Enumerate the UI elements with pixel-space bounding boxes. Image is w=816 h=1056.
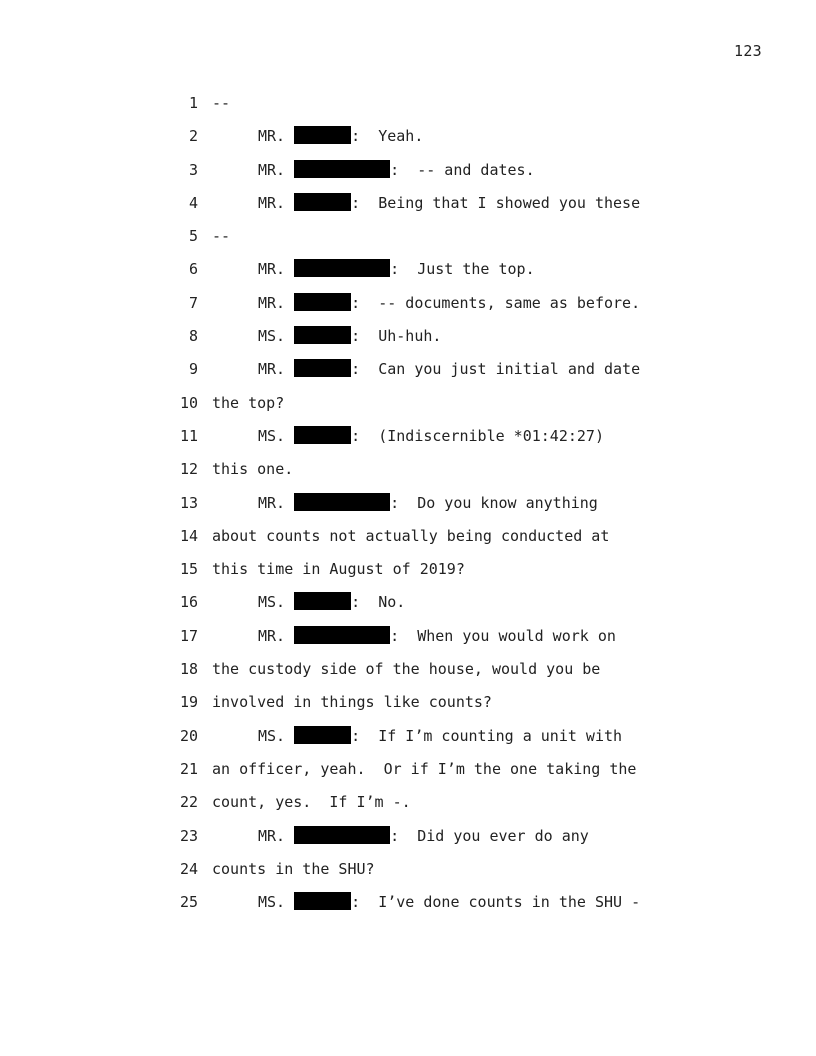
line-number: 14 — [179, 526, 198, 545]
transcript-line — [0, 187, 816, 220]
speech-text: : Just the top. — [390, 260, 535, 279]
line-text: the top? — [212, 393, 285, 412]
line-number: 15 — [179, 560, 198, 579]
speech-text: : Being that I showed you these — [351, 193, 641, 212]
redaction-box — [294, 126, 351, 144]
redaction-box — [294, 359, 351, 377]
line-number: 24 — [179, 859, 198, 878]
transcript-line — [0, 886, 816, 919]
speech-text: : -- and dates. — [390, 160, 535, 179]
line-number: 10 — [179, 393, 198, 412]
line-number: 2 — [188, 127, 198, 146]
speaker-line — [258, 154, 535, 187]
line-text: this one. — [212, 460, 294, 479]
speaker-line — [258, 353, 640, 386]
line-text: counts in the SHU? — [212, 859, 375, 878]
speaker-line — [258, 720, 622, 753]
speaker-title: MR. — [258, 127, 286, 146]
speaker-title: MR. — [258, 193, 286, 212]
speech-text: : Can you just initial and date — [351, 360, 641, 379]
speech-text: : No. — [351, 593, 406, 612]
redaction-box — [294, 293, 351, 311]
speaker-title: MS. — [258, 327, 286, 346]
speech-text: : When you would work on — [390, 626, 616, 645]
speaker-line — [258, 120, 423, 153]
line-number: 8 — [188, 327, 198, 346]
speech-text: : Did you ever do any — [390, 826, 589, 845]
transcript-line — [0, 520, 816, 553]
speaker-line — [258, 420, 604, 453]
page-number: 123 — [734, 42, 762, 60]
speaker-title: MR. — [258, 360, 286, 379]
speaker-title: MS. — [258, 893, 286, 912]
transcript-line — [0, 287, 816, 320]
transcript-line — [0, 420, 816, 453]
speech-text: : (Indiscernible *01:42:27) — [351, 426, 604, 445]
speech-text: : -- documents, same as before. — [351, 293, 641, 312]
transcript-line — [0, 320, 816, 353]
speaker-title: MS. — [258, 726, 286, 745]
line-number: 4 — [188, 193, 198, 212]
line-text: involved in things like counts? — [212, 693, 492, 712]
speech-text: : If I’m counting a unit with — [351, 726, 623, 745]
speaker-line — [258, 586, 405, 619]
speech-text: : I’ve done counts in the SHU - — [351, 893, 641, 912]
speaker-title: MS. — [258, 593, 286, 612]
transcript-line — [0, 653, 816, 686]
speech-text: : Yeah. — [351, 127, 424, 146]
speaker-line — [258, 820, 589, 853]
transcript-body — [0, 87, 816, 919]
speaker-line — [258, 487, 598, 520]
speaker-title: MR. — [258, 293, 286, 312]
line-number: 9 — [188, 360, 198, 379]
transcript-line — [0, 620, 816, 653]
line-number: 5 — [188, 227, 198, 246]
transcript-line — [0, 253, 816, 286]
transcript-line — [0, 720, 816, 753]
line-number: 20 — [179, 726, 198, 745]
speaker-title: MR. — [258, 493, 286, 512]
line-number: 23 — [179, 826, 198, 845]
line-text: an officer, yeah. Or if I’m the one taking the — [212, 759, 637, 778]
speaker-line — [258, 253, 535, 286]
transcript-line — [0, 753, 816, 786]
redaction-box — [294, 493, 390, 511]
redaction-box — [294, 193, 351, 211]
speaker-line — [258, 620, 616, 653]
speaker-title: MR. — [258, 626, 286, 645]
transcript-line — [0, 786, 816, 819]
speaker-line — [258, 287, 640, 320]
redaction-box — [294, 892, 351, 910]
line-number: 21 — [179, 759, 198, 778]
line-text: about counts not actually being conducted at — [212, 526, 610, 545]
speaker-title: MR. — [258, 260, 286, 279]
line-number: 22 — [179, 793, 198, 812]
speaker-title: MR. — [258, 826, 286, 845]
redaction-box — [294, 626, 390, 644]
line-number: 25 — [179, 893, 198, 912]
line-number: 18 — [179, 660, 198, 679]
line-number: 1 — [188, 94, 198, 112]
transcript-line — [0, 453, 816, 486]
redaction-box — [294, 259, 390, 277]
redaction-box — [294, 826, 390, 844]
transcript-line — [0, 553, 816, 586]
line-number: 3 — [188, 160, 198, 179]
redaction-box — [294, 160, 390, 178]
transcript-line — [0, 487, 816, 520]
transcript-line — [0, 586, 816, 619]
line-text: count, yes. If I’m -. — [212, 793, 411, 812]
line-number: 11 — [179, 426, 198, 445]
transcript-line — [0, 120, 816, 153]
speaker-title: MR. — [258, 160, 286, 179]
speaker-title: MS. — [258, 426, 286, 445]
redaction-box — [294, 426, 351, 444]
line-number: 19 — [179, 693, 198, 712]
transcript-line — [0, 353, 816, 386]
line-text: -- — [212, 227, 231, 246]
redaction-box — [294, 326, 351, 344]
redaction-box — [294, 726, 351, 744]
transcript-line — [0, 87, 816, 120]
line-number: 13 — [179, 493, 198, 512]
transcript-line — [0, 853, 816, 886]
line-text: this time in August of 2019? — [212, 560, 465, 579]
line-number: 7 — [188, 293, 198, 312]
line-number: 16 — [179, 593, 198, 612]
line-text: -- — [212, 94, 231, 112]
line-number: 17 — [179, 626, 198, 645]
speech-text: : Uh-huh. — [351, 327, 442, 346]
speech-text: : Do you know anything — [390, 493, 598, 512]
line-number: 6 — [188, 260, 198, 279]
transcript-line — [0, 686, 816, 719]
speaker-line — [258, 187, 640, 220]
line-number: 12 — [179, 460, 198, 479]
line-text: the custody side of the house, would you be — [212, 660, 601, 679]
redaction-box — [294, 592, 351, 610]
transcript-line — [0, 387, 816, 420]
transcript-line — [0, 220, 816, 253]
speaker-line — [258, 886, 640, 919]
speaker-line — [258, 320, 441, 353]
transcript-line — [0, 154, 816, 187]
transcript-line — [0, 820, 816, 853]
